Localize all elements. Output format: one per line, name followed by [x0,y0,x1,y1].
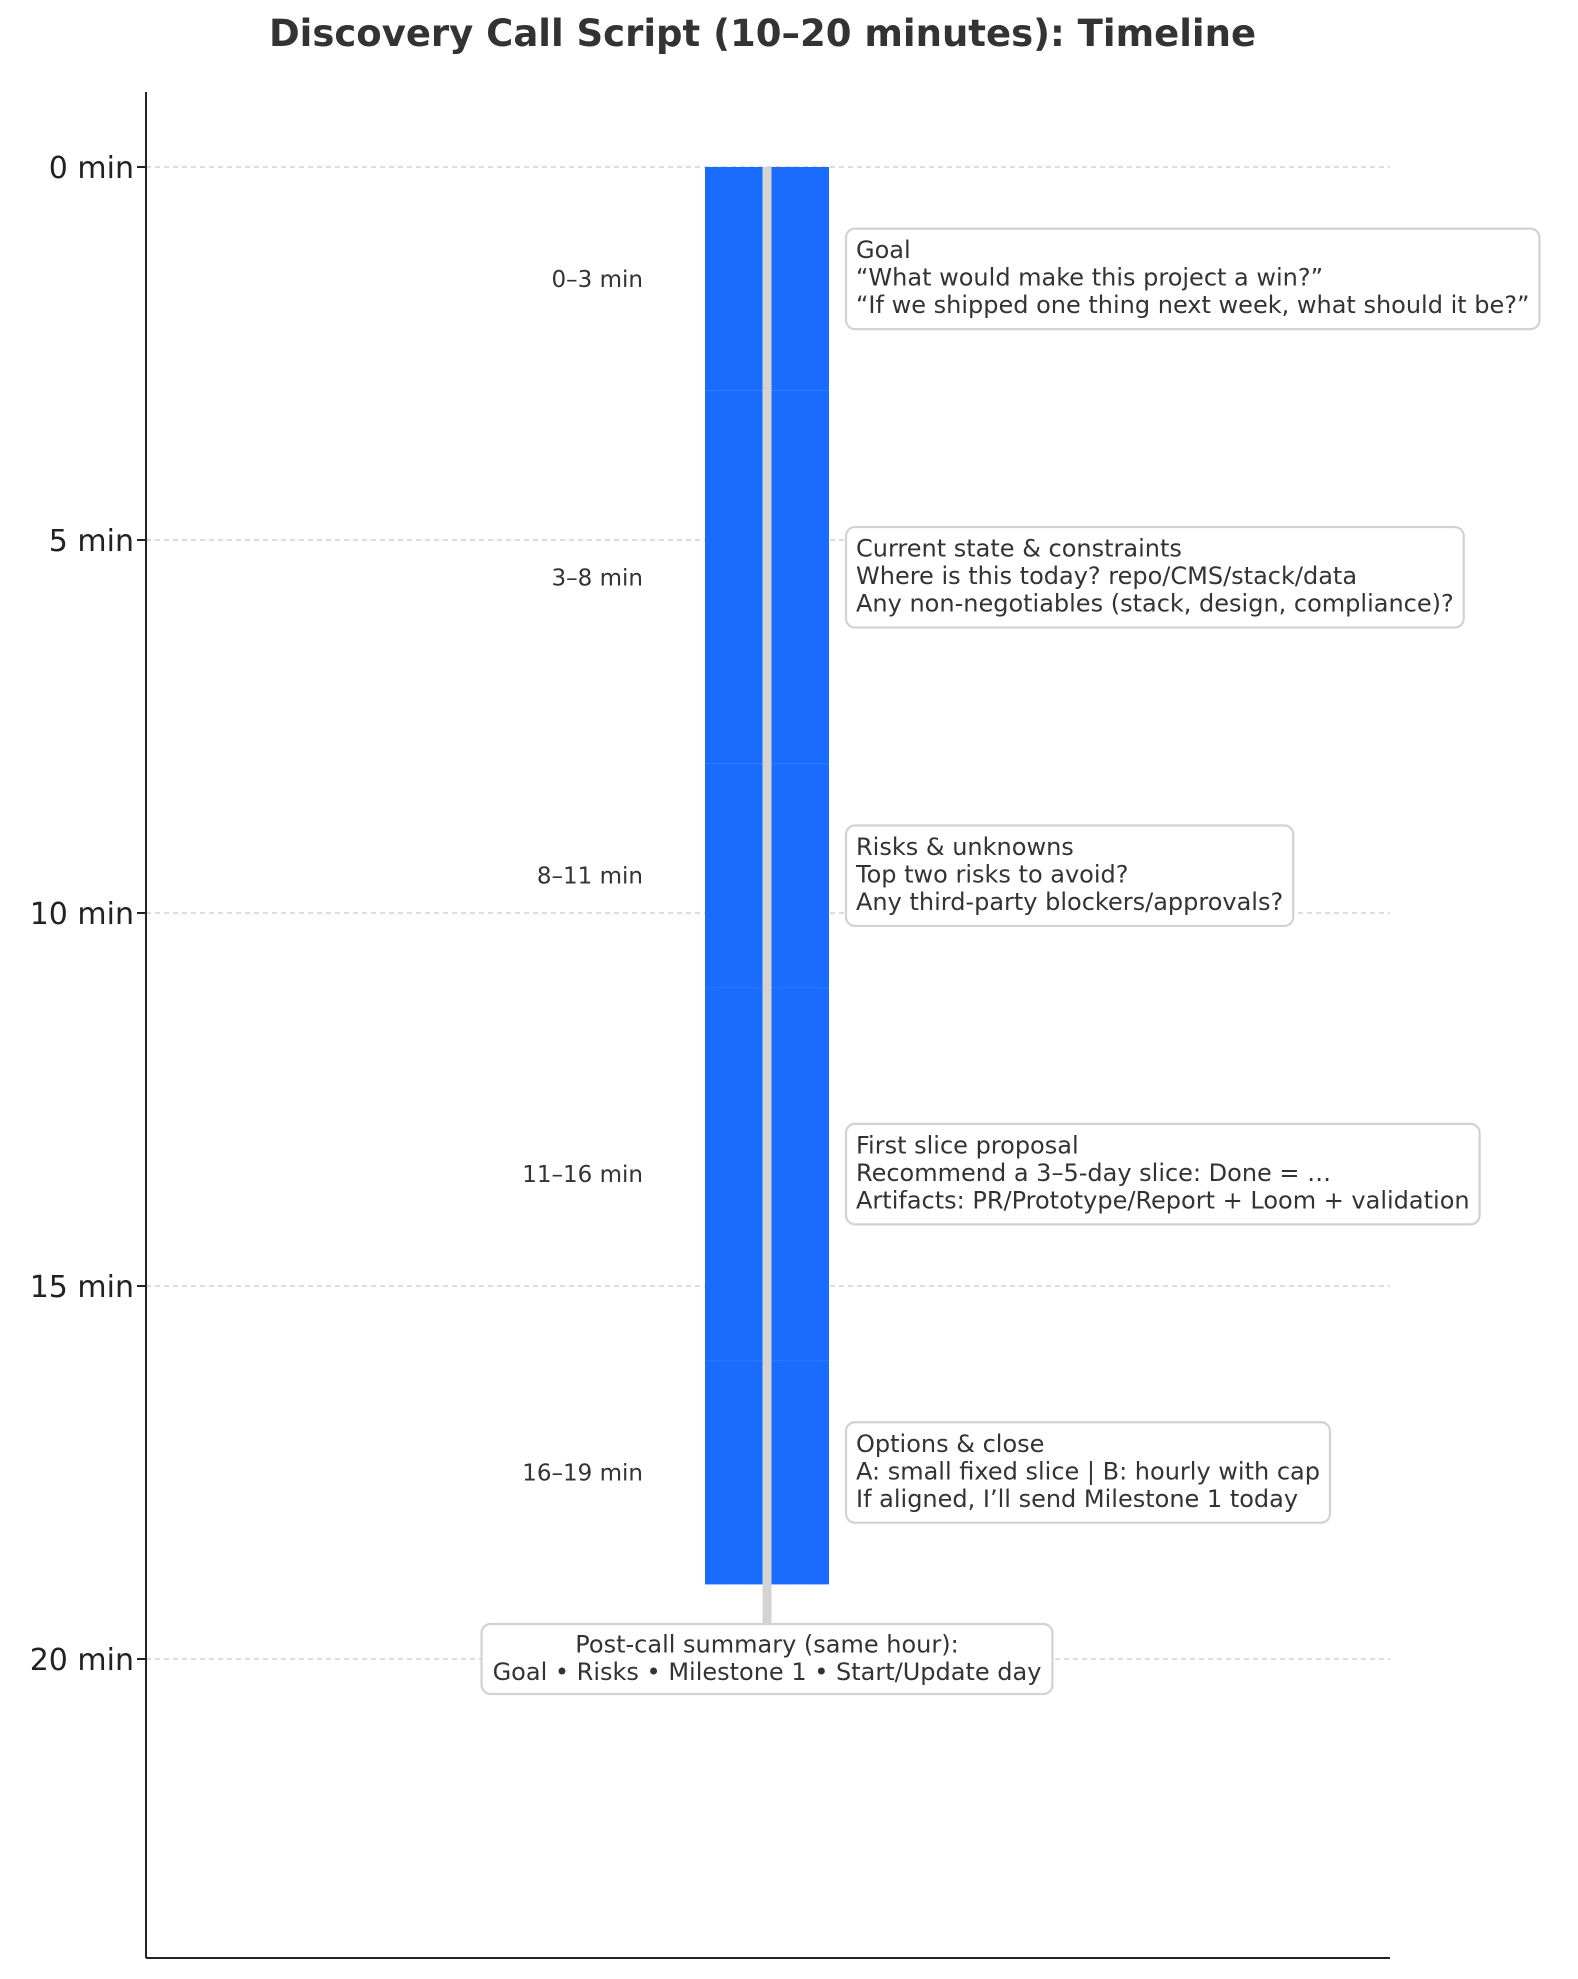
bar-layer [705,167,829,1631]
note-title: Goal [856,236,911,265]
note-line: Any non-negotiables (stack, design, compliance)? [856,589,1454,618]
summary-line: Goal • Risks • Milestone 1 • Start/Update day [492,1658,1042,1686]
note-line: If aligned, I’ll send Milestone 1 today [856,1484,1299,1513]
segment-range-label: 0–3 min [551,266,643,293]
segment-range-label: 8–11 min [536,863,643,890]
segment-range-label: 16–19 min [522,1460,643,1487]
note-line: Any third-party blockers/approvals? [856,887,1284,916]
y-tick-label: 0 min [48,151,134,186]
note-line: A: small fixed slice | B: hourly with cap [856,1457,1320,1486]
y-tick-label: 5 min [48,524,134,559]
note-line: Where is this today? repo/CMS/stack/data [856,562,1358,591]
note-line: “What would make this project a win?” [856,263,1324,292]
segment-range-label: 11–16 min [522,1162,643,1189]
summary-line: Post-call summary (same hour): [575,1630,959,1659]
note-title: First slice proposal [856,1131,1079,1160]
note-line: Artifacts: PR/Prototype/Report + Loom + validation [856,1186,1470,1215]
y-tick-label: 20 min [29,1643,134,1678]
segment-range-label: 3–8 min [551,565,643,592]
y-tick-label: 10 min [29,897,134,932]
y-tick-label: 15 min [29,1270,134,1305]
note-title: Risks & unknowns [856,832,1074,861]
note-line: Recommend a 3–5-day slice: Done = … [856,1158,1332,1187]
note-line: “If we shipped one thing next week, what should it be?” [856,291,1530,320]
note-title: Options & close [856,1429,1045,1458]
note-line: Top two risks to avoid? [856,860,1129,889]
chart-title: Discovery Call Script (10–20 minutes): Timeline [268,12,1257,55]
note-title: Current state & constraints [856,534,1182,563]
label-layer [522,267,643,1487]
